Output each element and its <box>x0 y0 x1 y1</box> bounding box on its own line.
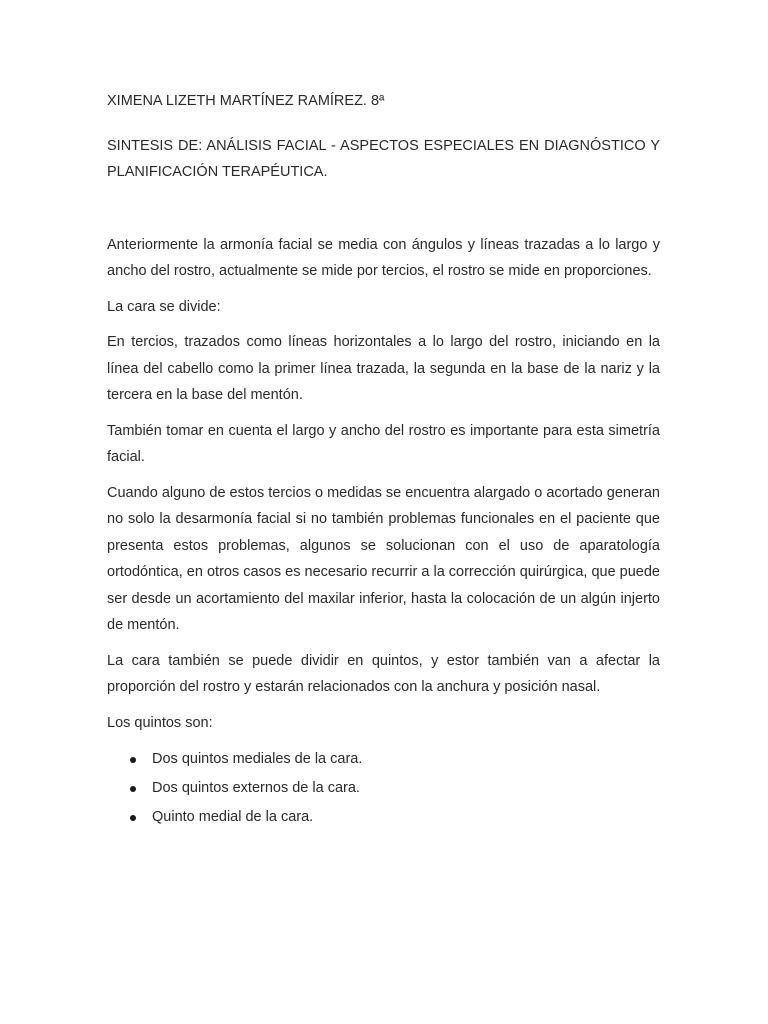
document-title: SINTESIS DE: ANÁLISIS FACIAL - ASPECTOS ESPECIALES EN DIAGNÓSTICO Y PLANIFICACIÓN TERAPÉUTICA. <box>107 137 660 180</box>
list-item <box>107 774 660 803</box>
bullet-dot-icon <box>130 757 136 763</box>
document-page <box>107 88 660 832</box>
bullet-dot-icon <box>130 815 136 821</box>
author-line: XIMENA LIZETH MARTÍNEZ RAMÍREZ. 8ª <box>107 93 385 109</box>
list-item <box>107 803 660 832</box>
section-spacer <box>107 186 660 232</box>
fifths-list <box>107 745 660 832</box>
list-item-text: Quinto medial de la cara. <box>152 809 314 825</box>
paragraph-symmetry: También tomar en cuenta el largo y ancho del rostro es importante para esta simetría facial. <box>107 422 660 465</box>
list-item-text: Dos quintos externos de la cara. <box>152 780 360 796</box>
bullet-dot-icon <box>130 786 136 792</box>
paragraph-fifths: La cara también se puede dividir en quintos, y estor también van a afectar la proporción del rostro y estarán relacionados con la anchura y posición nasal. <box>107 652 660 695</box>
paragraph-thirds: En tercios, trazados como líneas horizontales a lo largo del rostro, iniciando en la línea del cabello como la primer línea trazada, la segunda en la base de la nariz y la tercera en la base del mentón. <box>107 334 660 403</box>
paragraph-face-division: La cara se divide: <box>107 298 221 315</box>
paragraph-fifths-list-intro: Los quintos son: <box>107 714 213 731</box>
paragraph-treatment: Cuando alguno de estos tercios o medidas se encuentra alargado o acortado generan no solo la desarmonía facial si no también problemas funcionales en el paciente que presenta estos problemas, algunos se solucionan con el uso de aparatología ortodóntica, en otros casos es necesario recurrir a la corrección quirúrgica, que puede ser desde un acortamiento del maxilar inferior, hasta la colocación de un algún injerto de mentón. <box>107 484 660 633</box>
list-item-text: Dos quintos mediales de la cara. <box>152 751 363 767</box>
list-item <box>107 745 660 774</box>
paragraph-intro: Anteriormente la armonía facial se media con ángulos y líneas trazadas a lo largo y ancho del rostro, actualmente se mide por tercios, el rostro se mide en proporciones. <box>107 236 660 279</box>
